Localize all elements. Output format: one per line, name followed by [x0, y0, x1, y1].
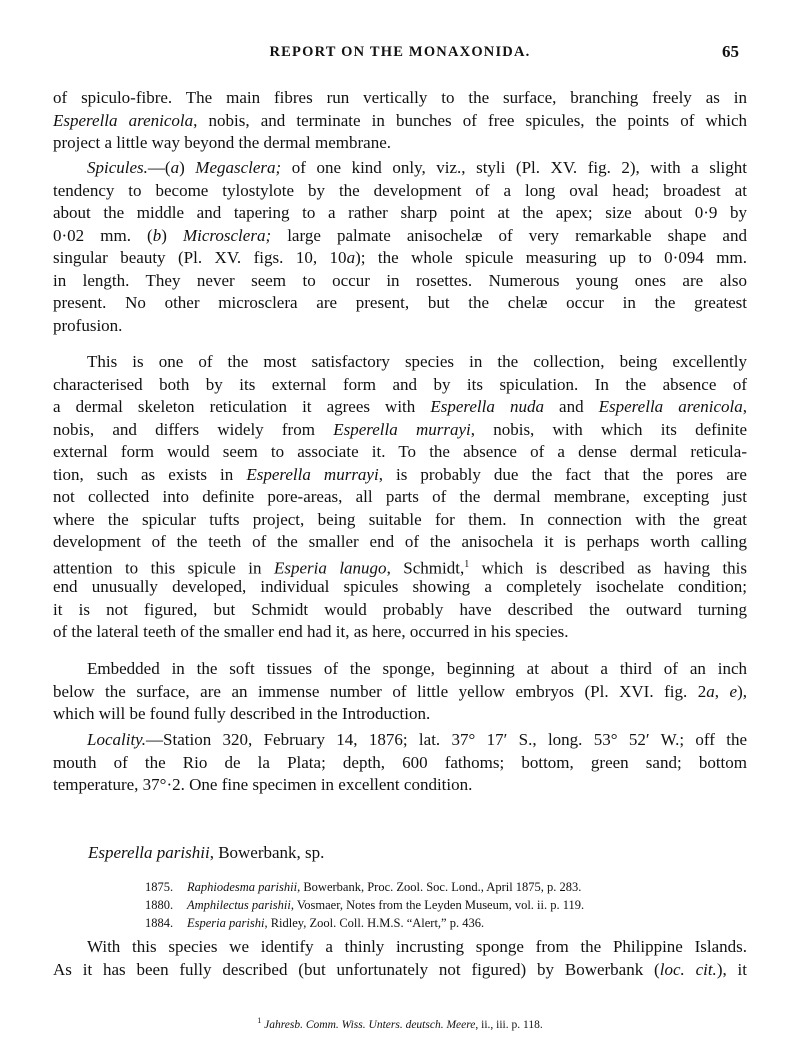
text-line: not collected into definite pore-areas, all parts of the dermal membrane, excepting just: [53, 487, 747, 506]
paragraph-1: [53, 87, 747, 155]
text-line: profusion.: [53, 315, 123, 335]
running-header: REPORT ON THE MONAXONIDA.: [269, 44, 531, 60]
text-line: below the surface, are an immense number of little yellow embryos (Pl. XVI. fig. 2a, e),: [53, 681, 747, 701]
footnote-marker: 1: [257, 1016, 262, 1025]
synonymy-entry: 1880. Amphilectus parishii, Vosmaer, Notes from the Leyden Museum, vol. ii. p. 119.: [145, 898, 585, 912]
paragraph-embryos: [53, 658, 747, 726]
text-line: which will be found fully described in the Introduction.: [53, 704, 431, 723]
text-line: of spiculo-fibre. The main fibres run vertically to the surface, branching freely as in: [53, 88, 747, 107]
paragraph-discussion: [53, 351, 747, 644]
text-line: tendency to become tylostylote by the development of a long oval head; broadest at: [53, 180, 747, 200]
text-line: Esperella arenicola, nobis, and terminate in bunches of free spicules, the points of which: [53, 110, 748, 130]
text-line: mouth of the Rio de la Plata; depth, 600 fathoms; bottom, green sand; bottom: [53, 752, 747, 772]
text-line: it is not figured, but Schmidt would probably have described the outward turning: [53, 599, 747, 619]
synonymy-list: [145, 878, 584, 932]
synonymy-entry: 1875. Raphiodesma parishii, Bowerbank, Proc. Zool. Soc. Lond., April 1875, p. 283.: [145, 880, 582, 894]
species-heading: Esperella parishii, Bowerbank, sp.: [88, 843, 325, 862]
text-line: a dermal skeleton reticulation it agrees with Esperella nuda and Esperella arenicola,: [53, 397, 747, 416]
text-line: This is one of the most satisfactory species in the collection, being excellently: [87, 352, 747, 371]
text-line: project a little way beyond the dermal membrane.: [53, 133, 391, 152]
text-line: external form would seem to associate it. To the absence of a dense dermal reticula-: [53, 442, 747, 461]
paragraph-spicules: [53, 157, 747, 337]
footnote-marker: 1: [464, 558, 470, 570]
text-line: about the middle and tapering to a rather sharp point at the apex; size about 0·9 by: [53, 203, 747, 222]
text-line: development of the teeth of the smaller end of the anisochela it is perhaps worth calling: [53, 532, 747, 551]
text-line: With this species we identify a thinly incrusting sponge from the Philippine Islands.: [87, 937, 747, 956]
text-line: present. No other microsclera are present, but the chelæ occur in the greatest: [53, 293, 747, 312]
text-line: tion, such as exists in Esperella murrayi, is probably due the fact that the pores are: [53, 464, 747, 484]
text-line: where the spicular tufts project, being suitable for them. In connection with the great: [53, 509, 747, 529]
text-line: attention to this spicule in Esperia lanugo, Schmidt,$^1$ which is described as having this: [53, 558, 748, 578]
text-line: Embedded in the soft tissues of the sponge, beginning at about a third of an inch: [87, 659, 747, 678]
text-line: singular beauty (Pl. XV. figs. 10, 10a); the whole spicule measuring up to 0·094 mm.: [53, 248, 747, 267]
synonymy-entry: 1884. Esperia parishi, Ridley, Zool. Coll. H.M.S. “Alert,” p. 436.: [145, 916, 485, 930]
text-line: temperature, 37°·2. One fine specimen in excellent condition.: [53, 775, 473, 794]
text-line: characterised both by its external form and by its spiculation. In the absence of: [53, 374, 747, 394]
page-number: 65: [722, 42, 739, 61]
text-line: 0·02 mm. (b) Microsclera; large palmate anisochelæ of very remarkable shape and: [53, 225, 747, 245]
paragraph-parishii: [53, 936, 747, 981]
text-line: Spicules.—(a) Megasclera; of one kind only, viz., styli (Pl. XV. fig. 2), with a slight: [87, 158, 747, 177]
text-line: in length. They never seem to occur in rosettes. Numerous young ones are also: [53, 270, 747, 290]
footnote: $^1$ Jahresb. Comm. Wiss. Unters. deutsch. Meere, ii., iii. p. 118.: [257, 1016, 543, 1031]
run-in-heading: Spicules.: [87, 158, 148, 177]
text-line: nobis, and differs widely from Esperella murrayi, nobis, with which its definite: [53, 419, 747, 439]
text-line: As it has been fully described (but unfortunately not figured) by Bowerbank (loc. cit.), it: [53, 959, 747, 979]
text-line: Locality.—Station 320, February 14, 1876; lat. 37° 17′ S., long. 53° 52′ W.; off the: [87, 730, 747, 749]
text-line: of the lateral teeth of the smaller end had it, as here, occurred in his species.: [53, 622, 569, 641]
text-line: end unusually developed, individual spicules showing a completely isochelate condition;: [53, 577, 747, 596]
run-in-heading: Locality.: [87, 730, 147, 749]
paragraph-locality: [53, 729, 747, 797]
